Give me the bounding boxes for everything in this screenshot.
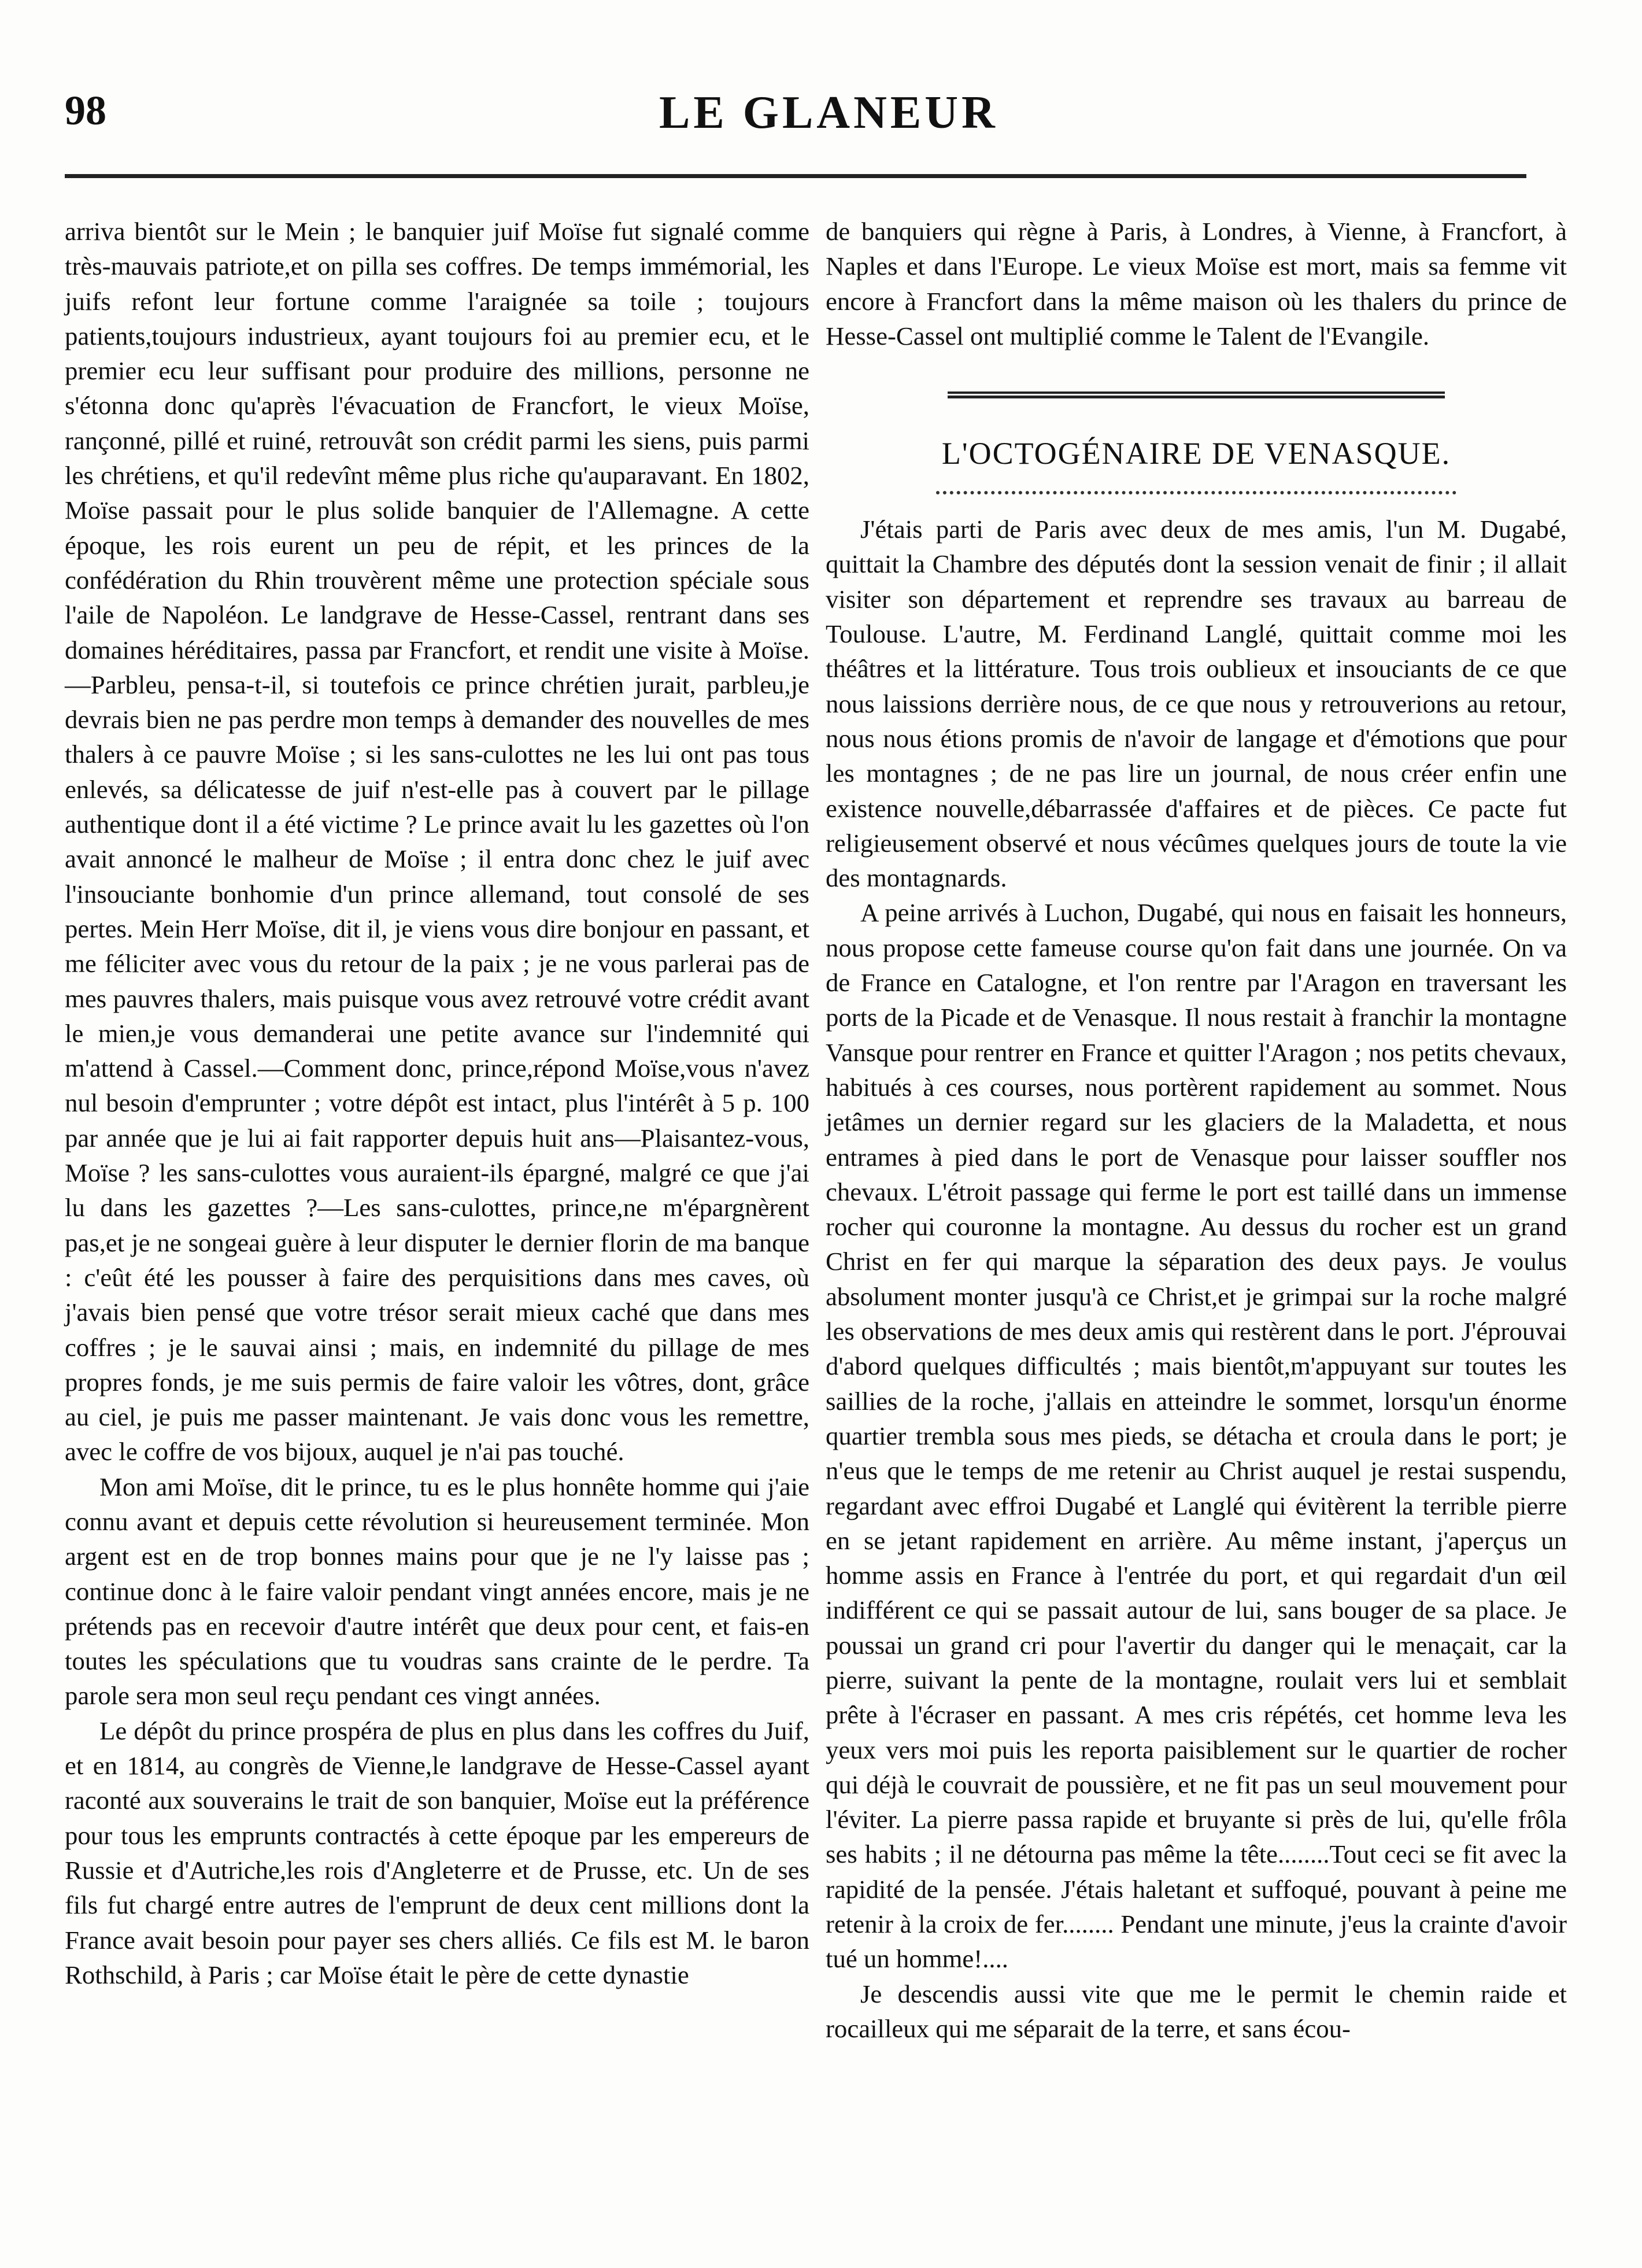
page-number: 98 — [65, 87, 106, 134]
dotted-rule — [936, 491, 1456, 494]
right-column — [826, 214, 1567, 2046]
running-head: LE GLANEUR — [659, 87, 998, 138]
paragraph: Je descendis aussi vite que me le permit le chemin raide et rocailleux qui me séparait de la terre, et sans écou- — [826, 1979, 1567, 2043]
paragraph: J'étais parti de Paris avec deux de mes amis, l'un M. Dugabé, quittait la Chambre des députés dont la session venait de finir ; il allait visiter son département et reprendre ses travaux au barreau de Toulouse. L'autre, M. Ferdinand Langlé, quittait comme moi les théâtres et la littérature. Tous trois oublieux et insouciants de ce que nous laissions derrière nous, de ce que nous y retrouverions au retour, nous nous étions promis de n'avoir de langage et d'émotions que pour les montagnes ; de ne pas lire un journal, de nous créer enfin une existence nouvelle,débarrassée d'affaires et de pièces. Ce pacte fut religieusement observé et nous vécûmes quelques jours de toute la vie des montagnards. — [826, 515, 1567, 893]
section-rule — [948, 391, 1445, 398]
paragraph: arriva bientôt sur le Mein ; le banquier juif Moïse fut signalé comme très-mauvais patriote,et on pilla ses coffres. De temps immémorial, les juifs refont leur fortune comme l'araignée sa toile ; toujours patients,toujours industrieux, ayant toujours foi au premier ecu, et le premier ecu leur suffisant pour produire des millions, personne ne s'étonna donc qu'après l'évacuation de Francfort, le vieux Moïse, rançonné, pillé et ruiné, retrouvât son crédit parmi les siens, puis parmi les chrétiens, et qu'il redevînt même plus riche qu'auparavant. En 1802, Moïse passait pour le plus solide banquier de l'Allemagne. A cette époque, les rois eurent un peu de répit, et les princes de la confédération du Rhin trouvèrent même une protection spéciale sous l'aile de Napoléon. Le landgrave de Hesse-Cassel, rentrant dans ses domaines héréditaires, passa par Francfort, et rendit une visite à Moïse.—Parbleu, pensa-t-il, si toutefois ce prince chrétien jurait, parbleu,je devrais bien ne pas perdre mon temps à demander des nouvelles de mes thalers à ce pauvre Moïse ; si les sans-culottes ne les lui ont pas tous enlevés, sa délicatesse de juif n'est-elle pas à couvert par le pillage authentique dont il a été victime ? Le prince avait lu les gazettes où l'on avait annoncé le malheur de Moïse ; il entra donc chez le juif avec l'insouciante bonhomie d'un prince allemand, tout consolé de ses pertes. Mein Herr Moïse, dit il, je viens vous dire bonjour en passant, et me féliciter avec vous du retour de la paix ; je ne vous parlerai pas de mes pauvres thalers, mais puisque vous avez retrouvé votre crédit avant le mien,je vous demanderai une petite avance sur l'indemnité qui m'attend à Cassel.—Comment donc, prince,répond Moïse,vous n'avez nul besoin d'emprunter ; votre dépôt est intact, plus l'intérêt à 5 p. 100 par année que je lui ai fait rapporter depuis huit ans—Plaisantez-vous, Moïse ? les sans-culottes vous auraient-ils épargné, malgré ce que j'ai lu dans les gazettes ?—Les sans-culottes, prince,ne m'épargnèrent pas,et je ne songeai guère à leur disputer le dernier florin de ma banque : c'eût été les pousser à faire des perquisitions dans mes caves, où j'avais bien pensé que votre trésor serait mieux caché que dans mes coffres ; je le sauvai ainsi ; mais, en indemnité du pillage de mes propres fonds, je me suis permis de faire valoir les vôtres, dont, grâce au ciel, je puis me passer maintenant. Je vais donc vous les remettre, avec le coffre de vos bijoux, auquel je n'ai pas touché. — [65, 217, 809, 1467]
header-rule — [65, 172, 1526, 180]
paragraph: Mon ami Moïse, dit le prince, tu es le plus honnête homme qui j'aie connu avant et depuis cette révolution si heureusement terminée. Mon argent est en de trop bonnes mains pour que je ne l'y laisse pas ; continue donc à le faire valoir pendant vingt années encore, mais je ne prétends pas en recevoir d'autre intérêt que deux pour cent, et fais-en toutes les spéculations que tu voudras sans crainte de le perdre. Ta parole sera mon seul reçu pendant ces vingt années. — [65, 1472, 809, 1711]
article-title: L'OCTOGÉNAIRE DE VENASQUE. — [941, 436, 1451, 471]
left-column — [65, 214, 809, 1992]
paragraph: de banquiers qui règne à Paris, à Londres, à Vienne, à Francfort, à Naples et dans l'Europe. Le vieux Moïse est mort, mais sa femme vit encore à Francfort dans la même maison où les thalers du prince de Hesse-Cassel ont multiplié comme le Talent de l'Evangile. — [826, 217, 1567, 350]
paragraph: Le dépôt du prince prospéra de plus en plus dans les coffres du Juif, et en 1814, au congrès de Vienne,le landgrave de Hesse-Cassel ayant raconté aux souverains le trait de son banquier, Moïse eut la préférence pour tous les emprunts contractés à cette époque par les empereurs de Russie et d'Autriche,les rois d'Angleterre et de Prusse, etc. Un de ses fils fut chargé entre autres de l'emprunt de deux cent millions dont la France avait besoin pour payer ses chers alliés. Ce fils est M. le baron Rothschild, à Paris ; car Moïse était le père de cette dynastie — [65, 1716, 809, 1989]
paragraph: A peine arrivés à Luchon, Dugabé, qui nous en faisait les honneurs, nous propose cette fameuse course qu'on fait dans une journée. On va de France en Catalogne, et l'on rentre par l'Aragon en traversant les ports de la Picade et de Venasque. Il nous restait à franchir la montagne Vansque pour rentrer en France et quitter l'Aragon ; nos petits chevaux, habitués à ces courses, nous portèrent rapidement au sommet. Nous jetâmes un dernier regard sur les glaciers de la Maladetta, et nous entrames à pied dans le port de Venasque pour laisser souffler nos chevaux. L'étroit passage qui ferme le port est taillé dans un immense rocher qui couronne la montagne. Au dessus du rocher est un grand Christ en fer qui marque la séparation des deux pays. Je voulus absolument monter jusqu'à ce Christ,et je grimpai sur la roche malgré les observations de mes deux amis qui restèrent dans le port. J'éprouvai d'abord quelques difficultés ; mais bientôt,m'appuyant sur toutes les saillies de la roche, j'allais en atteindre le sommet, lorsqu'un énorme quartier trembla sous mes pieds, se détacha et croula dans le port; je n'eus que le temps de me retenir au Christ auquel je restai suspendu, regardant avec effroi Dugabé et Langlé qui évitèrent la terrible pierre en se jetant rapidement en arrière. Au même instant, j'aperçus un homme assis en France à l'entrée du port, et qui regardait d'un œil indifférent ce qui se passait autour de lui, sans bouger de sa place. Je poussai un grand cri pour l'avertir du danger qui le menaçait, car la pierre, suivant la pente de la montagne, roulait vers lui et semblait prête à l'écraser en passant. A mes cris répétés, cet homme leva les yeux vers moi puis les reporta paisiblement sur le quartier de rocher qui déjà le couvrait de poussière, et ne fit pas un seul mouvement pour l'éviter. La pierre passa rapide et bruyante si près de lui, qu'elle frôla ses habits ; il ne détourna pas même la tête........Tout ceci se fit avec la rapidité de la pensée. J'étais haletant et suffoqué, pouvant à peine me retenir à la croix de fer........ Pendant une minute, j'eus la crainte d'avoir tué un homme!.... — [826, 898, 1567, 1974]
